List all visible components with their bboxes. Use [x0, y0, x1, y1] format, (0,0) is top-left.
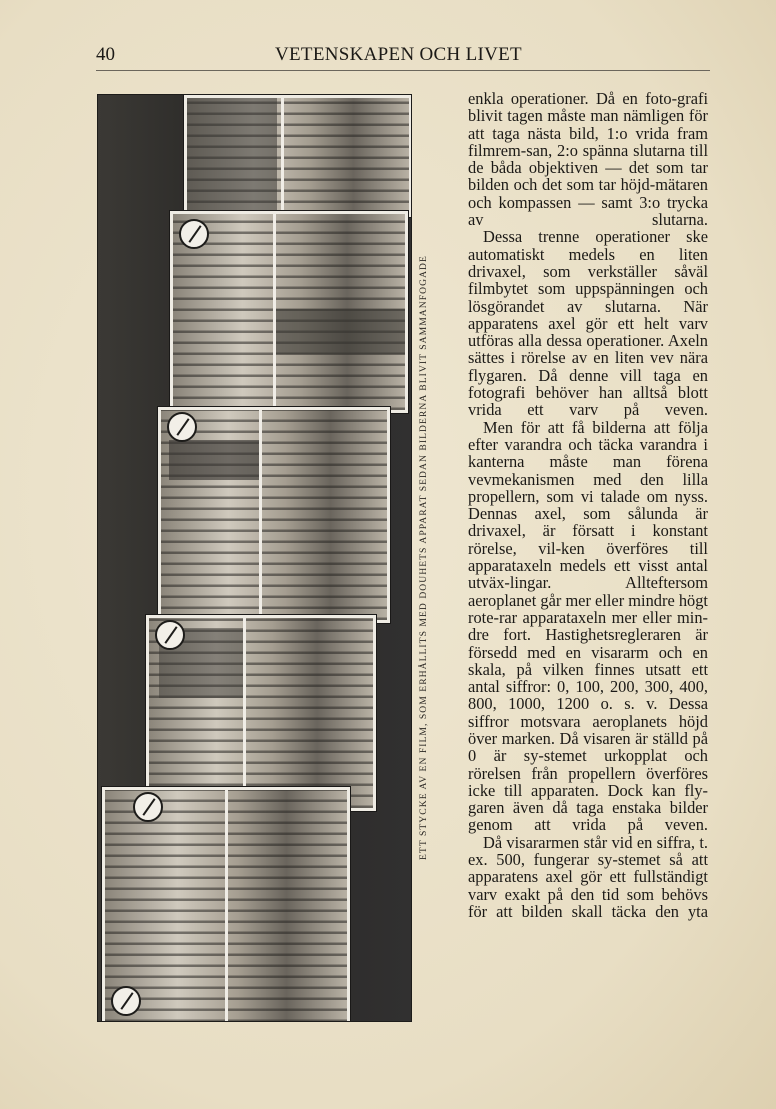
frame-seam [225, 790, 228, 1022]
compass-dial [179, 219, 209, 249]
paragraph: Då visararmen står vid en siffra, t. ex. 500, fungerar sy-stemet så att apparatens axel gör ett fullständigt varv exakt på den tid som behövs för att bilden skall täcka den yta [468, 832, 708, 921]
frame-seam [259, 410, 262, 620]
compass-dial [155, 620, 185, 650]
frame-seam [243, 618, 246, 808]
film-strip-figure [97, 94, 412, 1022]
compass-dial [167, 412, 197, 442]
header-rule [96, 70, 710, 71]
film-frame-5 [102, 787, 350, 1022]
compass-dial [111, 986, 141, 1016]
paragraph: enkla operationer. Då en foto-grafi blivit tagen måste man nämligen för att taga nästa bild, 1:o vrida fram filmrem-san, 2:o spänna slutarna till de båda objektiven — det som tar bilden och det som tar höjd-mätaren och kompassen — samt 3:o trycka av slutarna. [468, 89, 708, 230]
running-title: VETENSKAPEN OCH LIVET [275, 44, 522, 65]
page-number: 40 [96, 44, 115, 65]
photo-shadow [169, 440, 259, 480]
photo-shadow [187, 98, 277, 214]
paragraph: Men för att få bilderna att följa efter varandra och täcka varandra i kanterna måste man förena vevmekanismen med den lilla propellern, som vi talade om nyss. Dennas axel, som sålunda är drivaxel, är försatt i konstant rörelse, vil-ken överföres till apparataxeln medels ett visst antal utväx-lingar. Allteftersom aeroplanet går mer eller mindre högt rote-rar apparataxeln mer eller min-dre fort. Hastighetsregleraren är försedd med en visararm och en skala, på vilken finnes utsatt ett antal siffror: 0, 100, 200, 300, 400, 800, 1000, 1200 o. s. v. Dessa siffror motsvara aeroplanets höjd över marken. Då visaren är ställd på 0 är sy-stemet urkopplat och rörelsen från propellern överföres icke till apparaten. Dock kan fly-garen även då taga enstaka bilder genom att vrida på veven. [468, 417, 708, 835]
compass-dial [133, 792, 163, 822]
frame-seam [273, 214, 276, 410]
body-column [468, 90, 708, 920]
figure-caption: ETT STYCKE AV EN FILM, SOM ERHÅLLITS MED DOUHETS APPARAT SEDAN BILDERNA BLIVIT SAMMANFOGADE [418, 255, 429, 860]
paragraph: Dessa trenne operationer ske automatiskt medels en liten drivaxel, som verkställer såväl filmbytet som uppspänningen och lösgörandet av slutarna. När apparatens axel gör ett helt varv utföras alla dessa operationer. Axeln sättes i rörelse av en liten vev nära flygaren. Då denne vill taga en fotografi behöver han alltså blott vrida ett varv på veven. [468, 227, 708, 420]
film-frame-3 [158, 407, 390, 623]
film-frame-2 [170, 211, 408, 413]
film-frame-1 [184, 95, 412, 217]
film-frame-4 [146, 615, 376, 811]
photo-shadow [273, 309, 405, 354]
frame-seam [281, 98, 284, 214]
